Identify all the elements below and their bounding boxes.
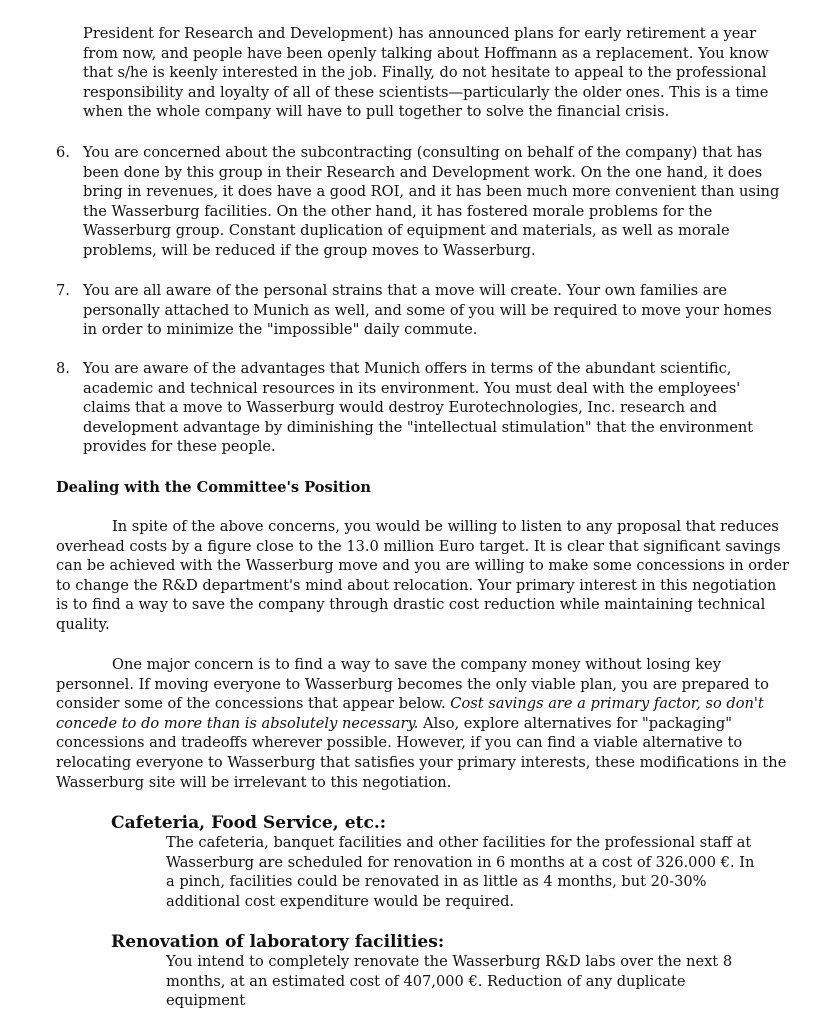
list-item-text: You are concerned about the subcontracting (consulting on behalf of the company) that has been done by this group in their Research and Development work. On the one hand, it does bring in revenues, it does have a good ROI, and it has been much more convenient than using the Wasserburg facilities. On the other hand, it has fostered morale problems for the Wasserburg group. Constant duplication of equipment and materials, as well as morale problems, will be reduced if the group moves to Wasserburg. [83, 144, 780, 259]
intro-continuation-paragraph: President for Research and Development) has announced plans for early retirement a year from now, and people have been openly talking about Hoffmann as a replacement. You know that s/he is keenly interested in the job. Finally, do not hesitate to appeal to the professional responsibility and loyalty of all of these scientists—particularly the older ones. This is a time when the whole company will have to pull together to solve the financial crisis. [83, 25, 769, 121]
paragraph-text-after: Also, explore alternatives for "packaging" concessions and tradeoffs wherever possible. However, if you can find a viable alternative to relocating everyone to Wasserburg that satisfies your primary interests, these modifications in the Wasserburg site will be irrelevant to this negotiation. [56, 714, 787, 791]
list-item-number: 8. [56, 360, 70, 377]
renovation-paragraph: You intend to completely renovate the Wasserburg R&D labs over the next 8 months, at an estimated cost of 407,000 €. Reduction of any duplicate equipment [166, 953, 733, 1010]
body-paragraph-concessions [56, 655, 791, 792]
list-item [56, 359, 788, 457]
cafeteria-subheading: Cafeteria, Food Service, etc.: [111, 813, 387, 833]
list-item [56, 281, 788, 340]
emphasis-text: Cost savings are a primary factor, so don't concede to do more than is absolutely necessary. [56, 695, 764, 732]
paragraph-text-before: One major concern is to find a way to save the company money without losing key personnel. If moving everyone to Wasserburg becomes the only viable plan, you are prepared to consider some of the concessions that appear below. [56, 656, 769, 713]
list-item-text: You are aware of the advantages that Munich offers in terms of the abundant scientific, academic and technical resources in its environment. You must deal with the employees' claims that a move to Wasserburg would destroy Eurotechnologies, Inc. research and development advantage by diminishing the "intellectual stimulation" that the environment provides for these people. [83, 360, 754, 456]
list-item-number: 6. [56, 144, 70, 161]
body-paragraph-concerns: In spite of the above concerns, you would be willing to listen to any proposal that reduces overhead costs by a figure close to the 13.0 million Euro target. It is clear that significant savings can be achieved with the Wasserburg move and you are willing to make some concessions in order to change the R&D department's mind about relocation. Your primary interest in this negotiation is to find a way to save the company through drastic cost reduction while maintaining technical quality. [56, 518, 789, 633]
renovation-subheading: Renovation of laboratory facilities: [111, 932, 445, 952]
section-heading: Dealing with the Committee's Position [56, 479, 371, 496]
cafeteria-paragraph: The cafeteria, banquet facilities and other facilities for the professional staff at Wasserburg are scheduled for renovation in 6 months at a cost of 326.000 €. In a pinch, facilities could be renovated in as little as 4 months, but 20-30% additional cost expenditure would be required. [166, 834, 755, 910]
list-item-number: 7. [56, 282, 70, 299]
list-item [56, 143, 788, 261]
list-item-text: You are all aware of the personal strains that a move will create. Your own families are personally attached to Munich as well, and some of you will be required to move your homes in order to minimize the "impossible" daily commute. [83, 282, 772, 339]
